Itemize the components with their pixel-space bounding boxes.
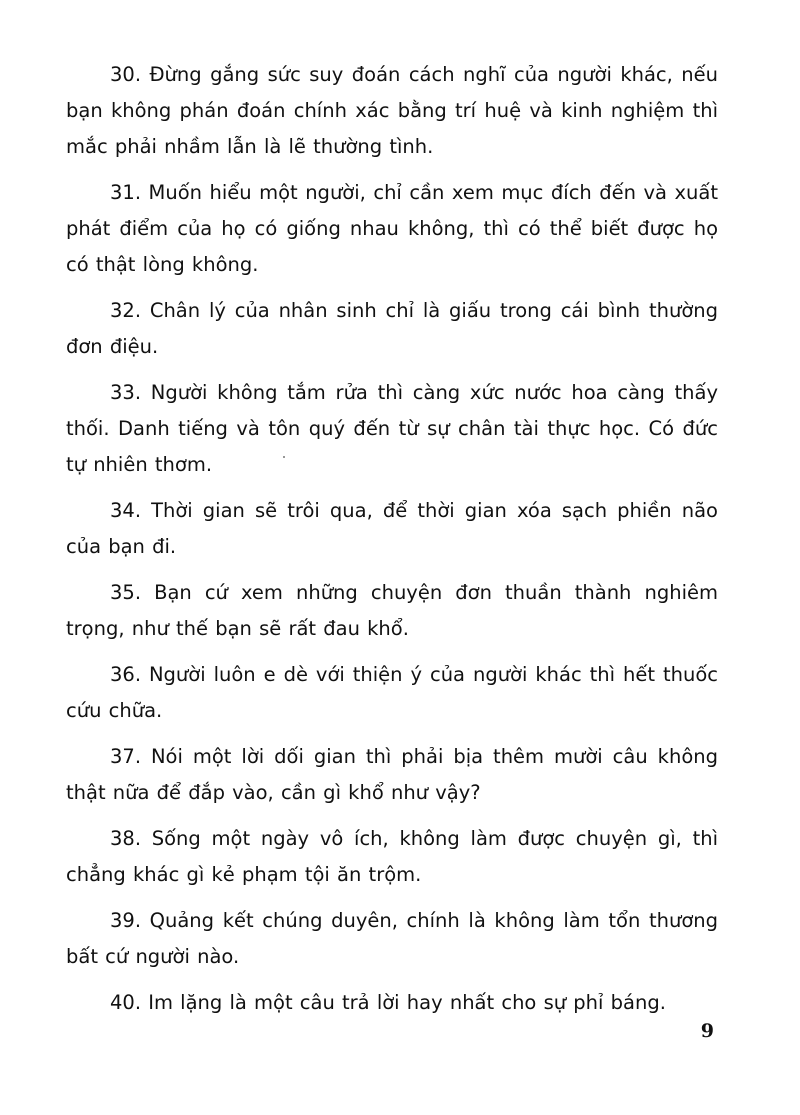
- entry-39: 39. Quảng kết chúng duyên, chính là không làm tổn thương bất cứ người nào.: [66, 909, 718, 968]
- page-number: 9: [700, 1020, 714, 1042]
- entry-37: 37. Nói một lời dối gian thì phải bịa thêm mười câu không thật nữa để đắp vào, cần gì khổ như vậy?: [66, 745, 718, 804]
- scan-speck: [283, 456, 285, 458]
- entry-36: 36. Người luôn e dè với thiện ý của người khác thì hết thuốc cứu chữa.: [66, 663, 718, 722]
- entry-40: 40. Im lặng là một câu trả lời hay nhất cho sự phỉ báng.: [110, 991, 666, 1014]
- entry-31: 31. Muốn hiểu một người, chỉ cần xem mục đích đến và xuất phát điểm của họ có giống nhau không, thì có thể biết được họ có thật lòng không.: [66, 181, 718, 276]
- entry-30: 30. Đừng gắng sức suy đoán cách nghĩ của người khác, nếu bạn không phán đoán chính xác bằng trí huệ và kinh nghiệm thì mắc phải nhầm lẫn là lẽ thường tình.: [66, 63, 718, 158]
- entry-38: 38. Sống một ngày vô ích, không làm được chuyện gì, thì chẳng khác gì kẻ phạm tội ăn trộm.: [66, 827, 718, 886]
- entry-35: 35. Bạn cứ xem những chuyện đơn thuần thành nghiêm trọng, như thế bạn sẽ rất đau khổ.: [66, 581, 718, 640]
- numbered-entries: [66, 57, 718, 1031]
- entry-34: 34. Thời gian sẽ trôi qua, để thời gian xóa sạch phiền não của bạn đi.: [66, 499, 718, 558]
- entry-32: 32. Chân lý của nhân sinh chỉ là giấu trong cái bình thường đơn điệu.: [66, 299, 718, 358]
- entry-33: 33. Người không tắm rửa thì càng xức nước hoa càng thấy thối. Danh tiếng và tôn quý đến từ sự chân tài thực học. Có đức tự nhiên thơm.: [66, 381, 718, 476]
